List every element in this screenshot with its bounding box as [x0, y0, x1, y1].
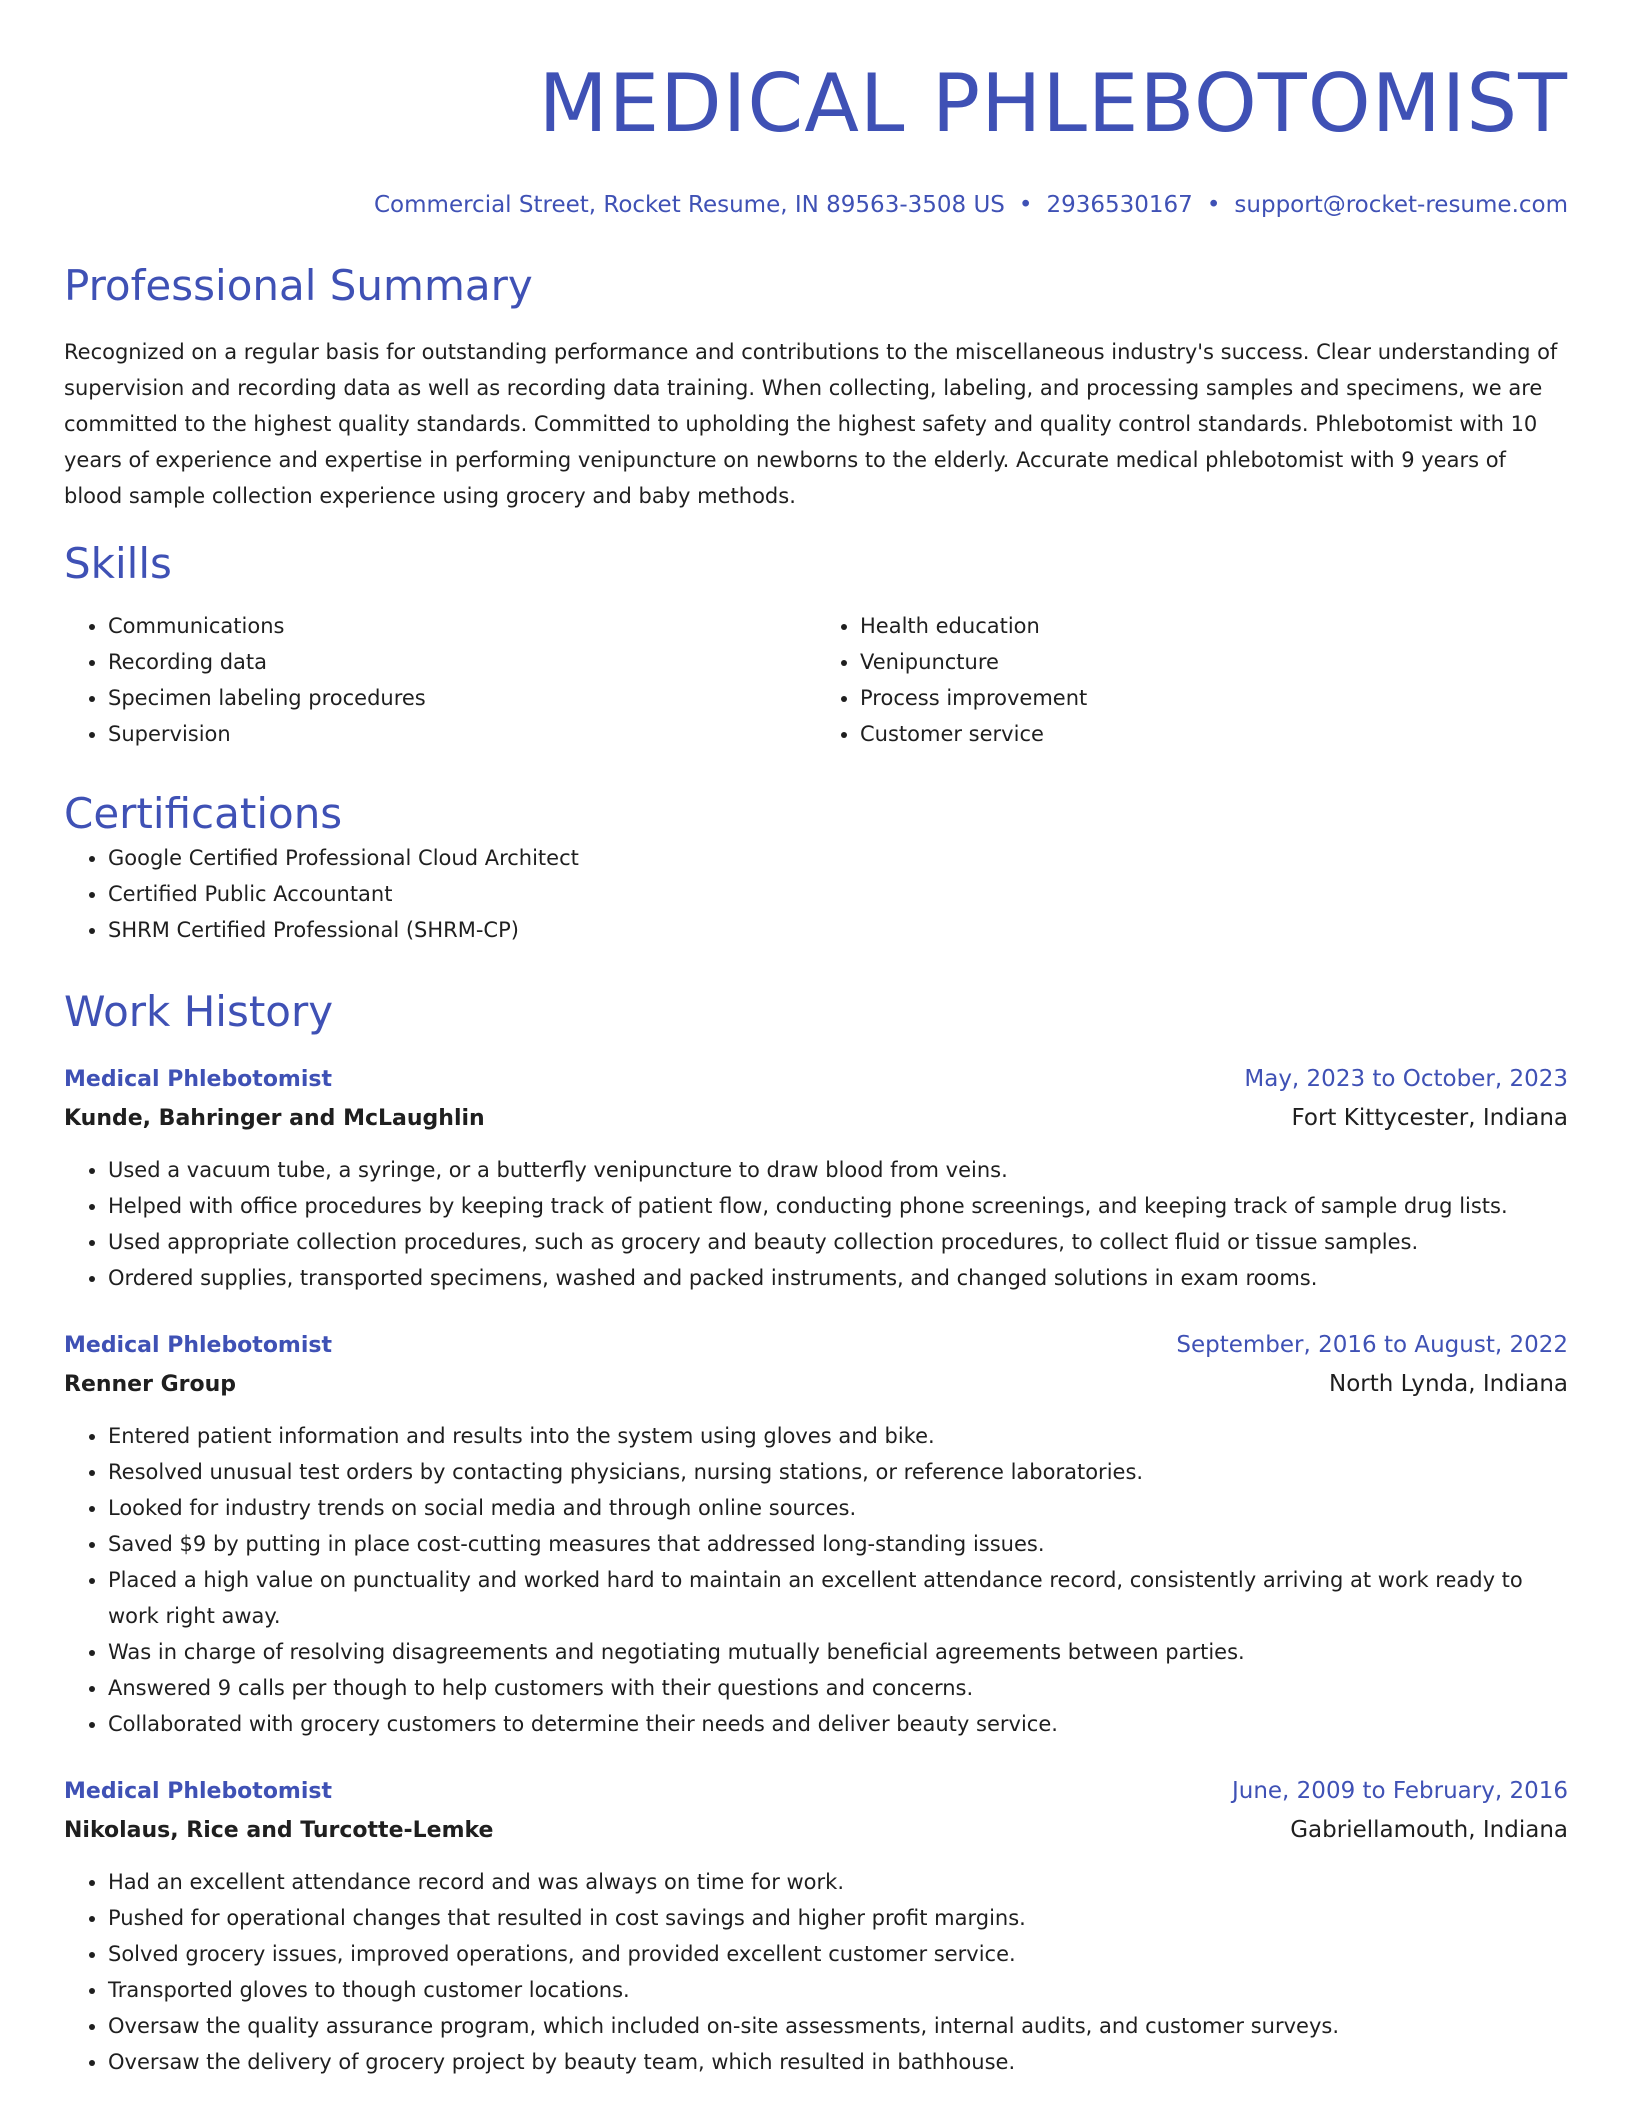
- job-company: Renner Group: [64, 1372, 237, 1397]
- certifications-heading: Certifications: [64, 789, 343, 838]
- job-title: Medical Phlebotomist: [64, 1779, 333, 1804]
- job-entry: [64, 1772, 1568, 2080]
- certification-item: • Google Certified Professional Cloud Architect: [108, 840, 1568, 876]
- job-bullets: [64, 1418, 1568, 1742]
- job-header-row: [64, 1326, 1568, 1365]
- job-bullet: • Entered patient information and results into the system using gloves and bike.: [108, 1418, 1568, 1454]
- contact-phone: 2936530167: [1046, 192, 1193, 218]
- job-header-row: [64, 1060, 1568, 1099]
- job-bullet: • Oversaw the delivery of grocery project by beauty team, which resulted in bathhouse.: [108, 2044, 1568, 2080]
- job-entry: [64, 1326, 1568, 1742]
- job-bullet: • Answered 9 calls per though to help customers with their questions and concerns.: [108, 1670, 1568, 1706]
- job-location: North Lynda, Indiana: [1329, 1371, 1568, 1397]
- job-dates: May, 2023 to October, 2023: [1244, 1066, 1568, 1092]
- skill-item: • Process improvement: [860, 680, 1568, 716]
- job-bullets: [64, 1152, 1568, 1296]
- job-bullet: • Solved grocery issues, improved operations, and provided excellent customer service.: [108, 1936, 1568, 1972]
- skill-item: • Customer service: [860, 716, 1568, 752]
- summary-heading: Professional Summary: [64, 261, 533, 310]
- job-entry: [64, 1060, 1568, 1296]
- job-company: Kunde, Bahringer and McLaughlin: [64, 1106, 485, 1131]
- job-company-row: [64, 1811, 1568, 1850]
- job-bullet: • Used a vacuum tube, a syringe, or a butterfly venipuncture to draw blood from veins.: [108, 1152, 1568, 1188]
- skills-heading: Skills: [64, 539, 172, 588]
- work-history-heading: Work History: [64, 987, 334, 1036]
- job-bullet: • Transported gloves to though customer locations.: [108, 1972, 1568, 2008]
- job-location: Gabriellamouth, Indiana: [1290, 1817, 1568, 1843]
- summary-text: Recognized on a regular basis for outstanding performance and contributions to the miscellaneous industry's success. Clear understanding of supervision and recording data as well as recording data training. When collecting, labeling, and processing samples and specimens, we are committed to the highest quality standards. Committed to upholding the highest safety and quality control standards. Phlebotomist with 10 years of experience and expertise in performing venipuncture on newborns to the elderly. Accurate medical phlebotomist with 9 years of blood sample collection experience using grocery and baby methods.: [64, 340, 1558, 508]
- job-location: Fort Kittycester, Indiana: [1291, 1105, 1568, 1131]
- job-bullet: • Pushed for operational changes that resulted in cost savings and higher profit margins.: [108, 1900, 1568, 1936]
- skill-item: • Communications: [108, 608, 816, 644]
- certification-item: • SHRM Certified Professional (SHRM-CP): [108, 912, 1568, 948]
- certifications-list: [64, 840, 1568, 948]
- job-bullet: • Used appropriate collection procedures, such as grocery and beauty collection procedures, to collect fluid or tissue samples.: [108, 1224, 1568, 1260]
- resume-name: MEDICAL PHLEBOTOMIST: [538, 57, 1568, 150]
- job-title: Medical Phlebotomist: [64, 1333, 333, 1358]
- skills-grid: [64, 608, 1568, 752]
- job-company-row: [64, 1099, 1568, 1138]
- job-bullet: • Placed a high value on punctuality and worked hard to maintain an excellent attendance record, consistently arriving at work ready to work right away.: [108, 1562, 1568, 1634]
- skill-item: • Supervision: [108, 716, 816, 752]
- skills-list-left: [64, 608, 816, 752]
- job-bullet: • Was in charge of resolving disagreements and negotiating mutually beneficial agreements between parties.: [108, 1634, 1568, 1670]
- contact-email: support@rocket-resume.com: [1234, 192, 1568, 218]
- contact-line: [64, 188, 1568, 222]
- contact-separator: •: [1206, 192, 1221, 218]
- job-bullet: • Saved $9 by putting in place cost-cutting measures that addressed long-standing issues.: [108, 1526, 1568, 1562]
- job-bullet: • Collaborated with grocery customers to determine their needs and deliver beauty service.: [108, 1706, 1568, 1742]
- skill-item: • Venipuncture: [860, 644, 1568, 680]
- job-dates: June, 2009 to February, 2016: [1231, 1778, 1568, 1804]
- job-bullet: • Ordered supplies, transported specimens, washed and packed instruments, and changed solutions in exam rooms.: [108, 1260, 1568, 1296]
- contact-separator: •: [1018, 192, 1033, 218]
- job-header-row: [64, 1772, 1568, 1811]
- skill-item: • Health education: [860, 608, 1568, 644]
- skill-item: • Specimen labeling procedures: [108, 680, 816, 716]
- skills-list-right: [816, 608, 1568, 752]
- job-title: Medical Phlebotomist: [64, 1067, 333, 1092]
- job-bullet: • Had an excellent attendance record and was always on time for work.: [108, 1864, 1568, 1900]
- job-bullets: [64, 1864, 1568, 2080]
- contact-address: Commercial Street, Rocket Resume, IN 89563-3508 US: [374, 192, 1005, 218]
- job-bullet: • Resolved unusual test orders by contacting physicians, nursing stations, or reference laboratories.: [108, 1454, 1568, 1490]
- job-company: Nikolaus, Rice and Turcotte-Lemke: [64, 1818, 494, 1843]
- certification-item: • Certified Public Accountant: [108, 876, 1568, 912]
- job-bullet: • Helped with office procedures by keeping track of patient flow, conducting phone screenings, and keeping track of sample drug lists.: [108, 1188, 1568, 1224]
- job-company-row: [64, 1365, 1568, 1404]
- job-bullet: • Oversaw the quality assurance program, which included on-site assessments, internal audits, and customer surveys.: [108, 2008, 1568, 2044]
- job-bullet: • Looked for industry trends on social media and through online sources.: [108, 1490, 1568, 1526]
- job-dates: September, 2016 to August, 2022: [1176, 1332, 1568, 1358]
- skill-item: • Recording data: [108, 644, 816, 680]
